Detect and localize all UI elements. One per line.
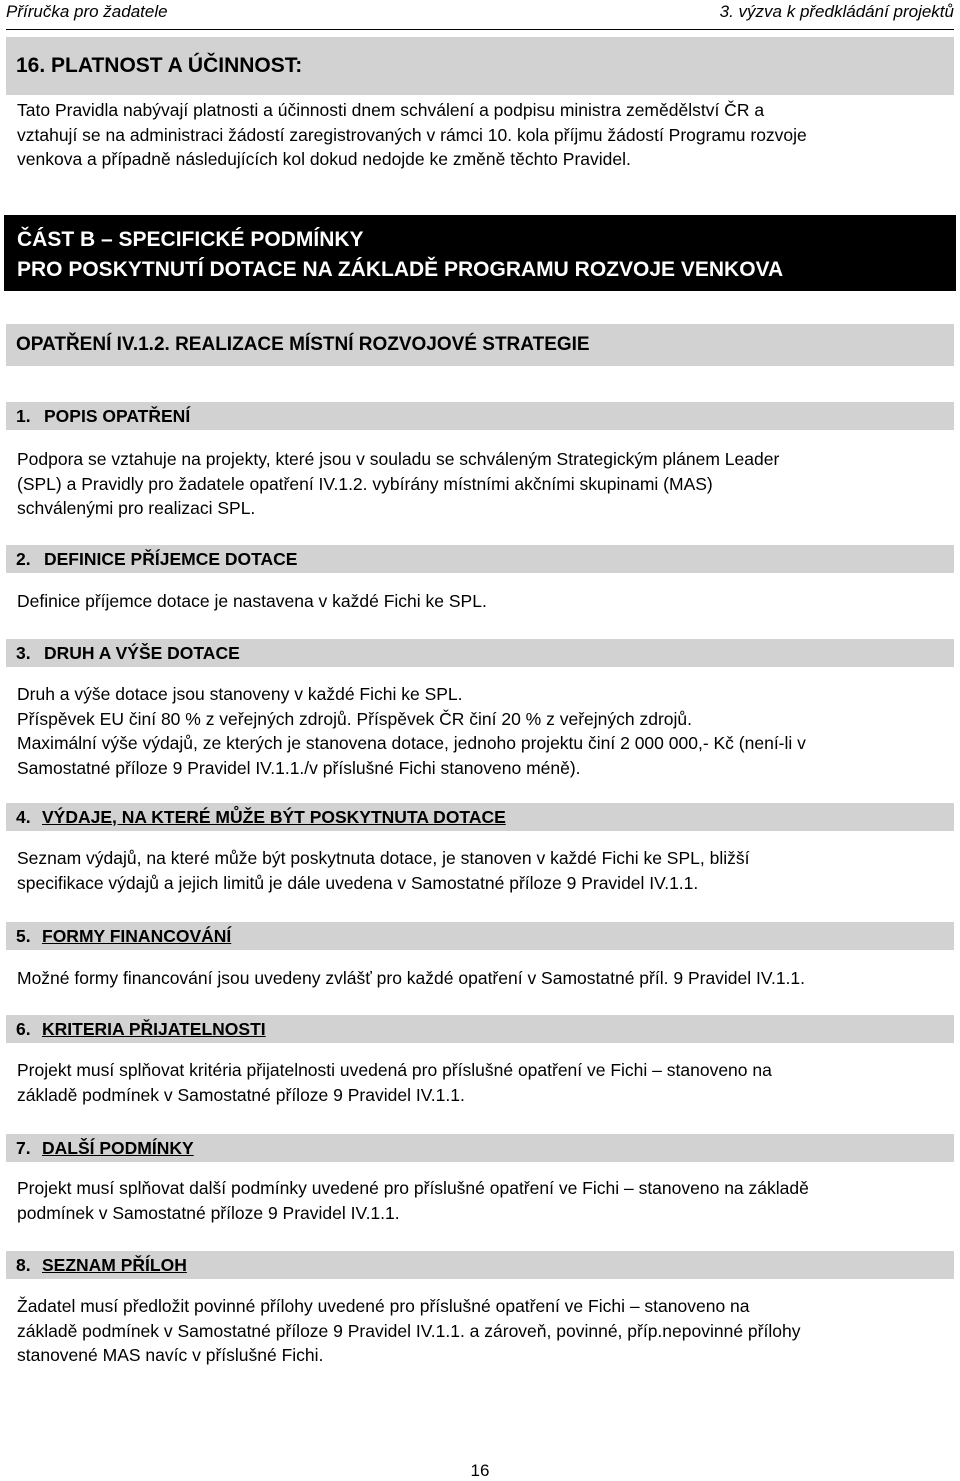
section-title: POPIS OPATŘENÍ	[44, 405, 191, 426]
section-4-body	[17, 846, 945, 895]
section-7-body	[17, 1176, 945, 1225]
section-number: 1.	[16, 405, 31, 426]
paragraph-line: vztahují se na administraci žádostí zaregistrovaných v rámci 10. kola příjmu žádostí Programu rozvoje	[17, 124, 807, 145]
section-title: VÝDAJE, NA KTERÉ MŮŽE BÝT POSKYTNUTA DOTACE	[42, 806, 506, 827]
section-number: 5.	[16, 925, 31, 946]
section-title: DRUH A VÝŠE DOTACE	[44, 642, 240, 663]
running-header	[6, 0, 954, 30]
section-1-heading	[6, 402, 954, 430]
section-number: 6.	[16, 1018, 31, 1039]
paragraph-line: Projekt musí splňovat další podmínky uvedené pro příslušné opatření ve Fichi – stanoveno na základě	[17, 1178, 809, 1198]
header-right-text: 3. výzva k předkládání projektů	[719, 2, 954, 21]
paragraph-line: Tato Pravidla nabývají platnosti a účinnosti dnem schválení a podpisu ministra zemědělství ČR a	[17, 100, 765, 120]
section-number: 2.	[16, 548, 31, 569]
paragraph-line: Druh a výše dotace jsou stanoveny v každé Fichi ke SPL.	[17, 684, 463, 704]
section-4-heading	[6, 803, 954, 831]
section-1-body	[17, 447, 945, 521]
section-6-body	[17, 1058, 945, 1107]
paragraph-line: venkova a případně následujících kol dokud nedojde ke změně těchto Pravidel.	[17, 149, 631, 169]
part-b-banner	[4, 215, 956, 291]
measure-heading	[6, 324, 954, 366]
section-5-heading	[6, 922, 954, 950]
section-8-heading	[6, 1251, 954, 1279]
section-title: FORMY FINANCOVÁNÍ	[42, 925, 232, 946]
paragraph-line: stanovené MAS navíc v příslušné Fichi.	[17, 1345, 324, 1365]
page-number: 16	[470, 1461, 490, 1480]
section-16-title: 16. PLATNOST A ÚČINNOST:	[16, 54, 303, 77]
section-number: 8.	[16, 1254, 31, 1275]
paragraph-line: Podpora se vztahuje na projekty, které jsou v souladu se schváleným Strategickým plánem Leader	[17, 449, 780, 469]
section-title: SEZNAM PŘÍLOH	[42, 1254, 187, 1275]
section-5-body	[17, 966, 945, 991]
section-number: 7.	[16, 1137, 31, 1158]
paragraph-line: Maximální výše výdajů, ze kterých je stanovena dotace, jednoho projektu činí 2 000 000,- Kč (není-li v	[17, 733, 806, 753]
section-title: DEFINICE PŘÍJEMCE DOTACE	[44, 548, 298, 569]
paragraph-line: Seznam výdajů, na které může být poskytnuta dotace, je stanoven v každé Fichi ke SPL, bližší	[17, 848, 750, 868]
section-7-heading	[6, 1134, 954, 1162]
part-b-title-line2: PRO POSKYTNUTÍ DOTACE NA ZÁKLADĚ PROGRAMU ROZVOJE VENKOVA	[17, 258, 784, 281]
measure-title: OPATŘENÍ IV.1.2. REALIZACE MÍSTNÍ ROZVOJOVÉ STRATEGIE	[16, 334, 590, 355]
section-16-heading	[6, 37, 954, 95]
paragraph-line: (SPL) a Pravidly pro žadatele opatření IV.1.2. vybírány místními akčními skupinami (MAS)	[17, 473, 713, 494]
section-8-body	[17, 1294, 945, 1368]
paragraph-line: Příspěvek EU činí 80 % z veřejných zdrojů. Příspěvek ČR činí 20 % z veřejných zdrojů.	[17, 708, 692, 729]
section-title: KRITERIA PŘIJATELNOSTI	[42, 1018, 266, 1039]
section-2-heading	[6, 545, 954, 573]
paragraph-line: Možné formy financování jsou uvedeny zvlášť pro každé opatření v Samostatné příl. 9 Pravidel IV.1.1.	[17, 968, 806, 988]
section-3-heading	[6, 639, 954, 667]
paragraph-line: základě podmínek v Samostatné příloze 9 Pravidel IV.1.1. a zároveň, povinné, příp.nepovinné přílohy	[17, 1320, 801, 1341]
paragraph-line: Definice příjemce dotace je nastavena v každé Fichi ke SPL.	[17, 591, 487, 611]
section-number: 3.	[16, 642, 31, 663]
paragraph-line: Žadatel musí předložit povinné přílohy uvedené pro příslušné opatření ve Fichi – stanoveno na	[17, 1296, 750, 1316]
section-2-body	[17, 589, 945, 614]
header-left-text: Příručka pro žadatele	[6, 2, 168, 21]
paragraph-line: Projekt musí splňovat kritéria přijatelnosti uvedená pro příslušné opatření ve Fichi – stanoveno na	[17, 1060, 772, 1080]
part-b-title-line1: ČÁST B – SPECIFICKÉ PODMÍNKY	[17, 228, 364, 251]
section-3-body	[17, 682, 945, 780]
paragraph-line: specifikace výdajů a jejich limitů je dále uvedena v Samostatné příloze 9 Pravidel IV.1.1.	[17, 872, 699, 893]
paragraph-line: podmínek v Samostatné příloze 9 Pravidel IV.1.1.	[17, 1202, 400, 1223]
paragraph-line: schválenými pro realizaci SPL.	[17, 498, 256, 518]
paragraph-line: základě podmínek v Samostatné příloze 9 Pravidel IV.1.1.	[17, 1084, 465, 1105]
paragraph-line: Samostatné příloze 9 Pravidel IV.1.1./v příslušné Fichi stanoveno méně).	[17, 757, 581, 778]
section-6-heading	[6, 1015, 954, 1043]
section-number: 4.	[16, 806, 31, 827]
section-title: DALŠÍ PODMÍNKY	[42, 1137, 194, 1158]
section-16-body	[17, 98, 945, 172]
